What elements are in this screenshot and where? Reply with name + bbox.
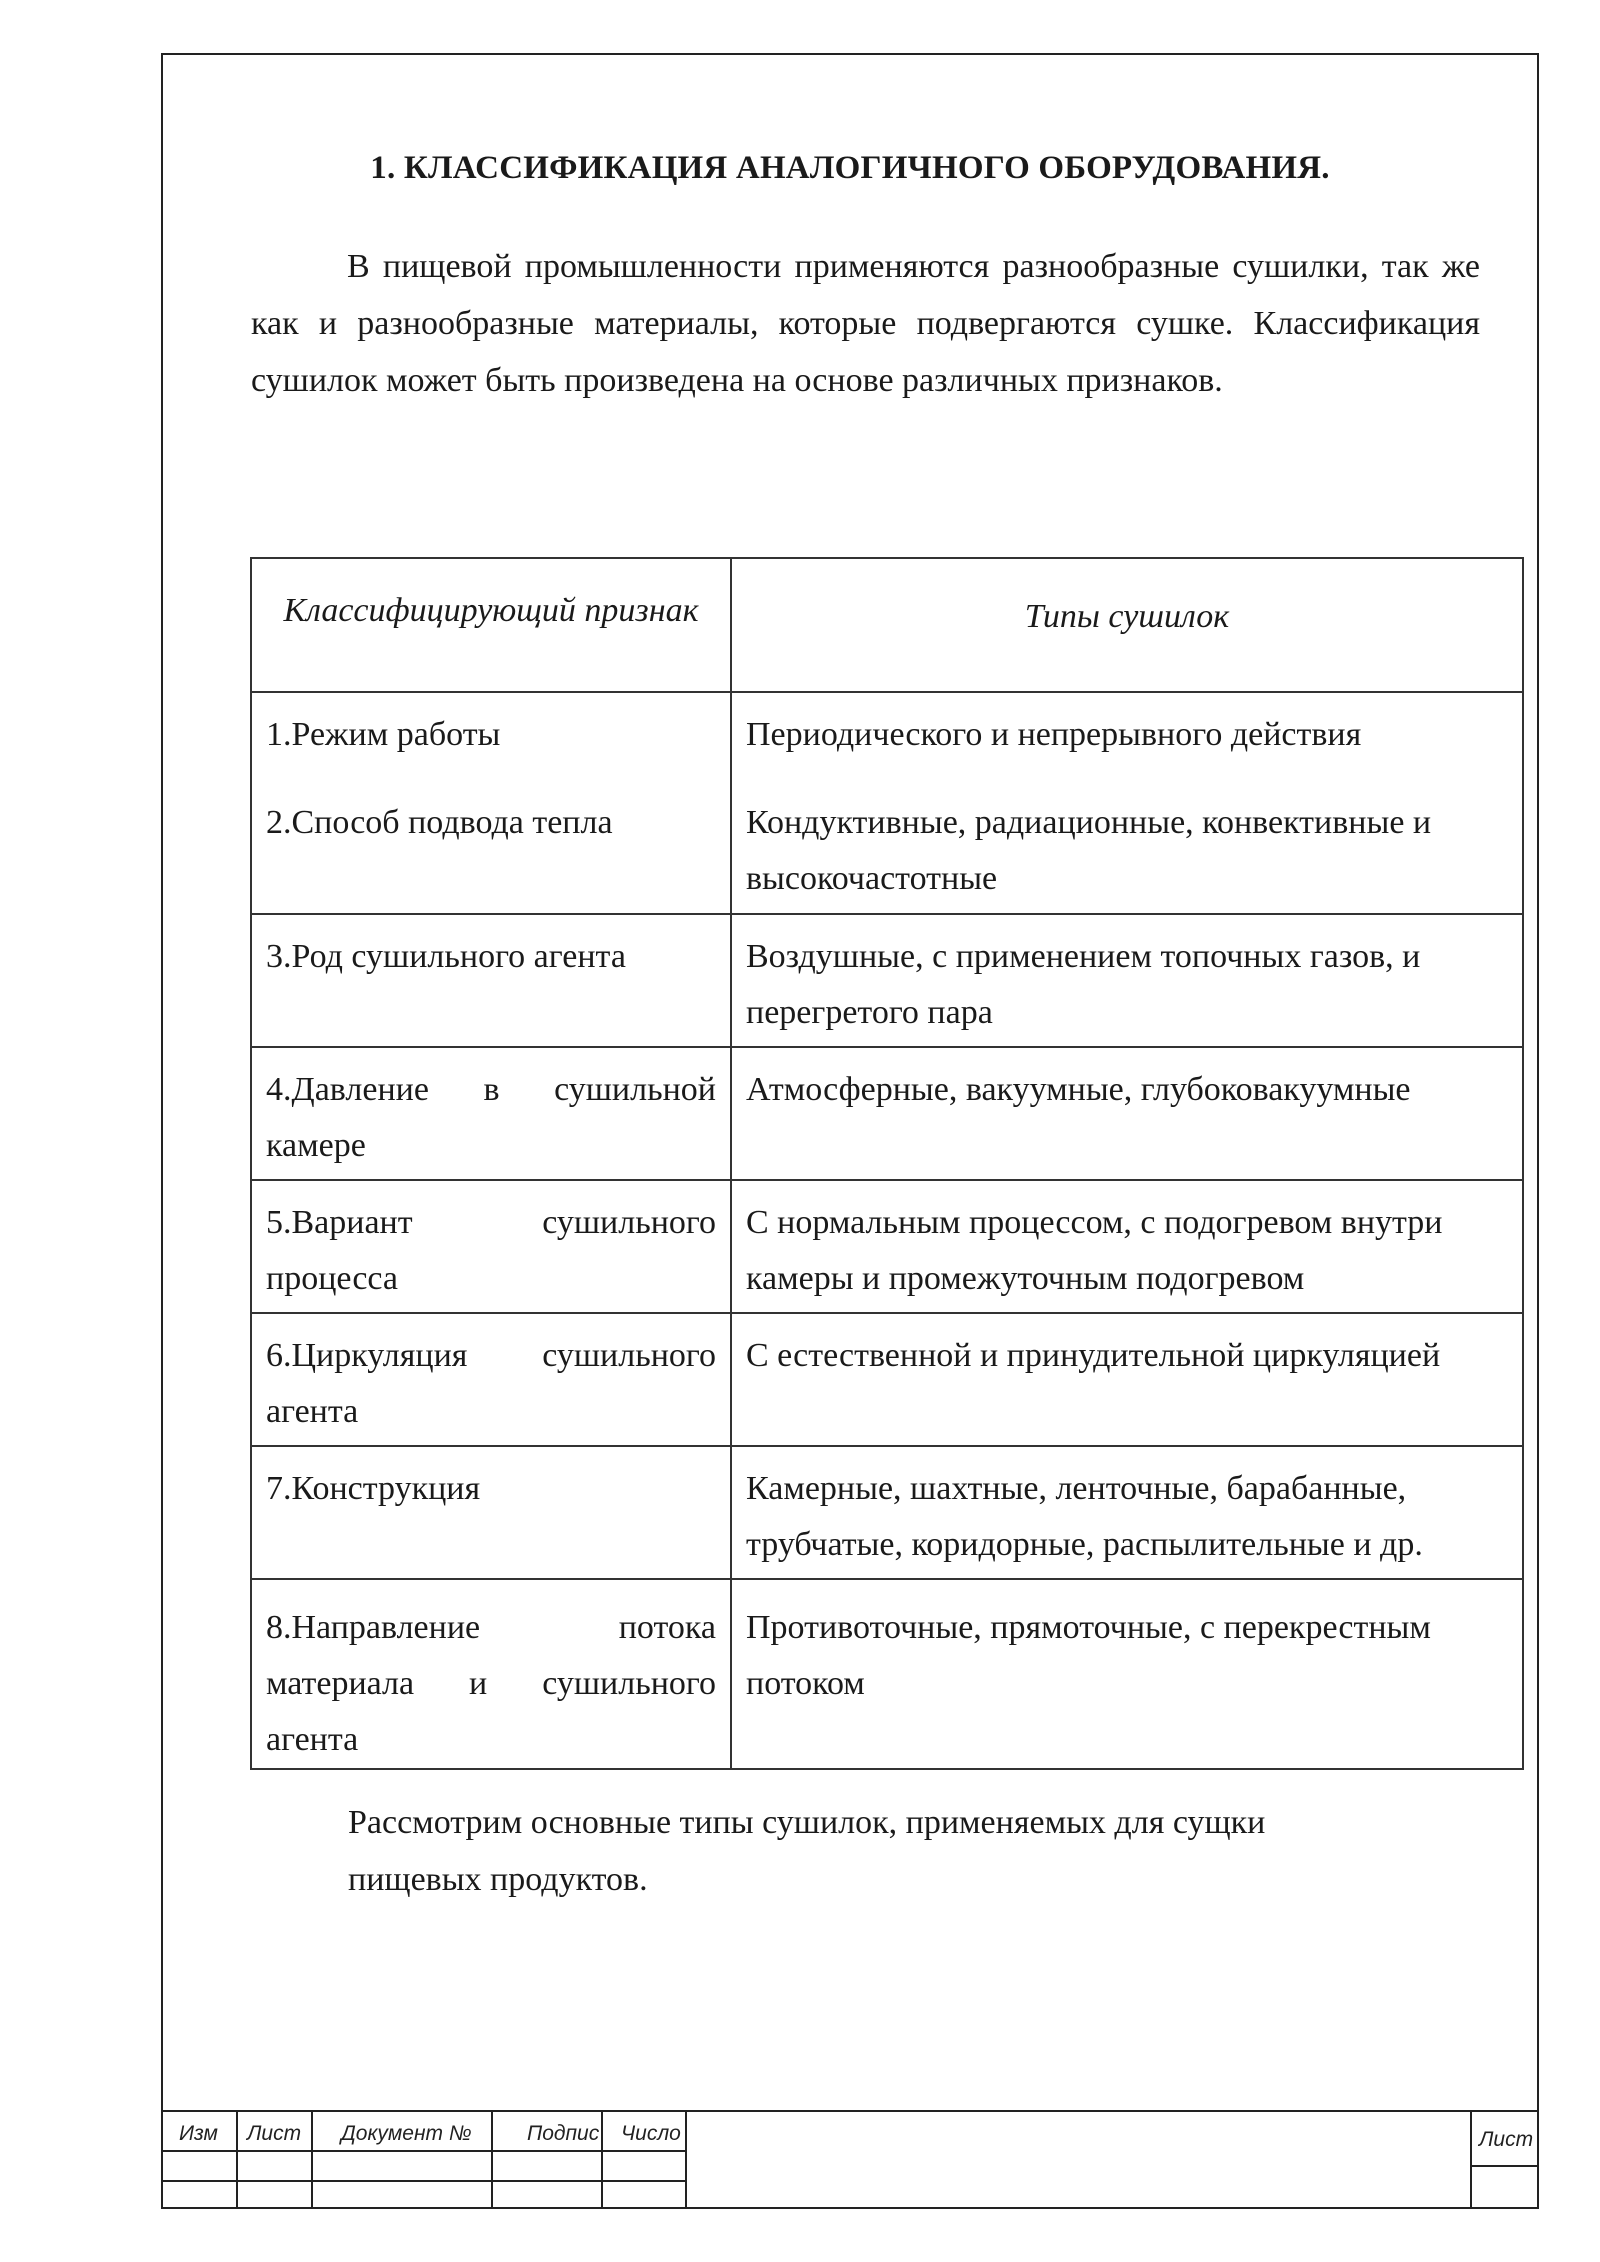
criterion-cell: 4.Давление в сушильной камере [251, 1047, 731, 1180]
title-block-label: Подпис [527, 2122, 600, 2145]
criterion-cell: 3.Род сушильного агента [251, 914, 731, 1047]
classification-table [250, 557, 1524, 1770]
sheet-label: Лист [1479, 2128, 1534, 2151]
types-cell: С естественной и принудительной циркуляцией [731, 1313, 1523, 1446]
table-header-row [251, 558, 1523, 692]
column-header-types: Типы сушилок [731, 558, 1523, 692]
title-block-label: Лист [247, 2122, 302, 2145]
criterion-cell: 7.Конструкция [251, 1446, 731, 1579]
criterion-cell: 2.Способ подвода тепла [266, 804, 613, 841]
criterion-cell: 1.Режим работы [266, 716, 501, 753]
title-block-label: Изм [179, 2122, 218, 2145]
table-row [251, 914, 1523, 1047]
intro-paragraph: В пищевой промышленности применяются разнообразные сушилки, так же как и разнообразные материалы, которые подвергаются сушке. Классификация сушилок может быть произведена на основе различных признаков. [251, 248, 1480, 399]
criterion-cell: 8.Направление потока материала и сушильного агента [251, 1579, 731, 1769]
closing-paragraph: Рассмотрим основные типы сушилок, применяемых для сущки пищевых продуктов. [348, 1804, 1266, 1898]
column-header-criterion: Классифицирующий признак [251, 558, 731, 692]
table-row [251, 1446, 1523, 1579]
types-cell: Периодического и непрерывного действия [746, 716, 1362, 753]
title-block [161, 2110, 1539, 2209]
table-row [251, 1579, 1523, 1769]
criterion-cell: 5.Вариант сушильного процесса [251, 1180, 731, 1313]
types-cell: Воздушные, с применением топочных газов, и перегретого пара [731, 914, 1523, 1047]
types-cell: Противоточные, прямоточные, с перекрестным потоком [731, 1579, 1523, 1769]
types-cell: Камерные, шахтные, ленточные, барабанные, трубчатые, коридорные, распылительные и др. [731, 1446, 1523, 1579]
types-cell: С нормальным процессом, с подогревом внутри камеры и промежуточным подогревом [731, 1180, 1523, 1313]
criterion-cell: 6.Циркуляция сушильного агента [251, 1313, 731, 1446]
table-row [251, 1180, 1523, 1313]
table-row [251, 1047, 1523, 1180]
types-cell: Атмосферные, вакуумные, глубоковакуумные [731, 1047, 1523, 1180]
table-row [251, 692, 1523, 914]
title-block-label: Документ № [341, 2122, 472, 2145]
section-heading: 1. КЛАССИФИКАЦИЯ АНАЛОГИЧНОГО ОБОРУДОВАНИЯ. [370, 150, 1330, 186]
table-row [251, 1313, 1523, 1446]
types-cell: Кондуктивные, радиационные, конвективные и высокочастотные [746, 804, 1432, 897]
title-block-label: Число [621, 2122, 681, 2145]
